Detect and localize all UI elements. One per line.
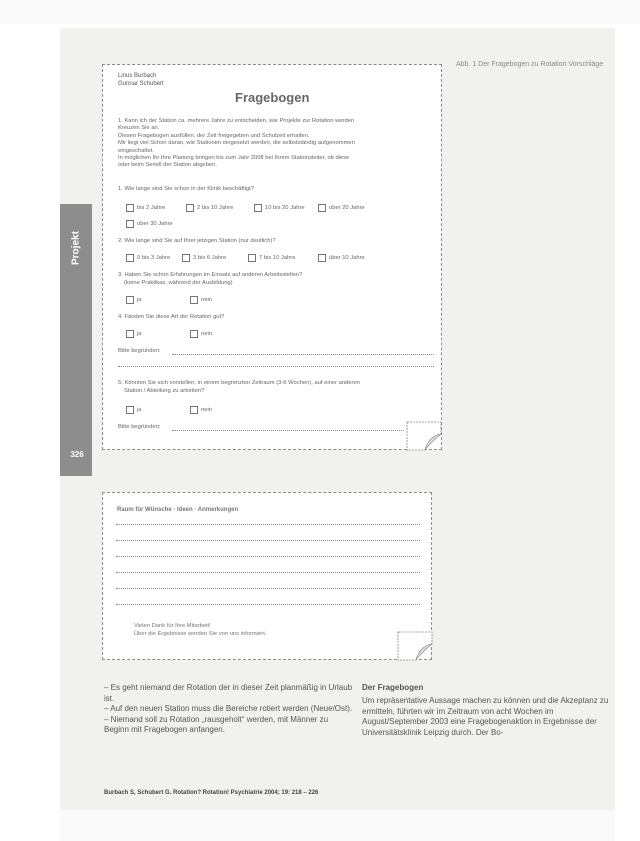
- thanks-line: Vielen Dank für Ihre Mitarbeit!: [134, 623, 211, 629]
- q1-option[interactable]: über 20 Jahre: [318, 204, 365, 212]
- page-curl-icon: [396, 630, 434, 662]
- checkbox[interactable]: [190, 406, 198, 414]
- bullet-list: [104, 683, 354, 736]
- checkbox[interactable]: [182, 254, 190, 262]
- author-2: Gunnar Schubert: [118, 81, 164, 87]
- checkbox[interactable]: [126, 254, 134, 262]
- question-5-line-2: Station / Abteilung zu arbeiten?: [124, 388, 205, 394]
- checkbox[interactable]: [318, 254, 326, 262]
- scan-top-margin: [0, 0, 640, 24]
- question-5: 5. Könnten Sie sich vorstellen, in einem begrenzten Zeitraum (3-6 Wochen), auf einer anderen: [118, 380, 360, 386]
- checkbox[interactable]: [186, 204, 194, 212]
- q4-option[interactable]: ja: [126, 330, 142, 338]
- comment-line[interactable]: [116, 588, 420, 589]
- intro-line: In möglichen Ihr Ihre Planung bringen bis zum Jahr 2008 bei Ihrem Stationsleiter, ob diese: [118, 155, 350, 162]
- intro-line: Diesen Fragebogen ausfüllen, der Zeit freigegeben und Schulzeit erhalten.: [118, 132, 310, 139]
- comment-line[interactable]: [116, 556, 420, 557]
- answer-line[interactable]: [172, 430, 404, 431]
- checkbox[interactable]: [126, 296, 134, 304]
- q2-option[interactable]: 7 bis 10 Jahre: [248, 254, 295, 262]
- checkbox[interactable]: [248, 254, 256, 262]
- question-4: 4. Fänden Sie diese Art der Rotation gut?: [118, 314, 225, 320]
- q2-option[interactable]: 0 bis 3 Jahre: [126, 254, 170, 262]
- q3-option[interactable]: nein: [190, 296, 212, 304]
- question-1: 1. Wie lange sind Sie schon in der Klinik beschäftigt?: [118, 186, 254, 192]
- q1-option[interactable]: bis 2 Jahre: [126, 204, 165, 212]
- checkbox[interactable]: [190, 296, 198, 304]
- question-3: 3. Haben Sie schon Erfahrungen im Einsatz auf anderen Arbeitsstellen?: [118, 272, 303, 278]
- intro-line: oder beim Seriell der Station abgeben.: [118, 162, 217, 169]
- q1-option[interactable]: 10 bis 20 Jahre: [254, 204, 305, 212]
- checkbox[interactable]: [318, 204, 326, 212]
- bullet-item: – Es geht niemand der Rotation der in dieser Zeit planmäßig in Urlaub ist.: [104, 683, 353, 703]
- bullet-item: – Niemand soll zu Rotation „rausgeholt“ werden, mit Männer zu Beginn mit Fragebogen anfangen.: [104, 714, 329, 735]
- form-intro: [118, 118, 436, 170]
- comment-line[interactable]: [116, 572, 420, 573]
- bullet-item: – Auf den neuen Station muss die Bereiche rotiert werden (Neue/Ost).: [104, 704, 353, 714]
- comments-title: Raum für Wünsche · Ideen · Anmerkungen: [117, 507, 239, 513]
- checkbox[interactable]: [126, 406, 134, 414]
- page-number: 326: [70, 450, 84, 459]
- checkbox[interactable]: [190, 330, 198, 338]
- intro-line: 1. Kann ich der Station ca. mehrere Jahre zu entscheiden, wie Projekte zur Rotation werden: [118, 118, 355, 124]
- figure-caption: Abb. 1 Der Fragebogen zu Rotation Vorschläge: [456, 61, 604, 68]
- comment-line[interactable]: [116, 540, 420, 541]
- q4-reason-label: Bitte begründen:: [118, 348, 161, 354]
- author-1: Linus Burbach: [118, 73, 157, 79]
- q2-option[interactable]: 3 bis 6 Jahre: [182, 254, 226, 262]
- answer-line[interactable]: [118, 366, 434, 367]
- q1-option[interactable]: über 30 Jahre: [126, 220, 173, 228]
- q3-option[interactable]: ja: [126, 296, 142, 304]
- q5-option[interactable]: nein: [190, 406, 212, 414]
- q1-option[interactable]: 2 bis 10 Jahre: [186, 204, 233, 212]
- q5-reason-label: Bitte begründen:: [118, 424, 161, 430]
- source-citation: Burbach S, Schubert G. Rotation? Rotation! Psychiatrie 2004; 19: 218 – 226: [104, 790, 319, 796]
- page-curl-icon: [405, 420, 443, 452]
- thanks-note: [134, 622, 266, 638]
- q5-option[interactable]: ja: [126, 406, 142, 414]
- intro-line: eingeschaltet.: [118, 147, 154, 154]
- q2-option[interactable]: über 10 Jahre: [318, 254, 365, 262]
- comment-line[interactable]: [116, 604, 420, 605]
- comment-line[interactable]: [116, 524, 420, 525]
- checkbox[interactable]: [254, 204, 262, 212]
- question-3-subtitle: (keine Praktikas, während der Ausbildung): [124, 280, 233, 286]
- checkbox[interactable]: [126, 330, 134, 338]
- thanks-line: Über die Ergebnisse werden Sie von uns informiert.: [134, 631, 267, 637]
- side-tab-label: Projekt: [70, 231, 82, 265]
- intro-line: Kreuzen Sie an.: [118, 125, 160, 132]
- q4-option[interactable]: nein: [190, 330, 212, 338]
- question-2: 2. Wie lange sind Sie auf Ihrer jetzigen Station (nur deutlich)?: [118, 238, 276, 244]
- body-paragraph: Um repräsentative Aussage machen zu können und die Akzeptanz zu ermitteln, führten wir im Zeitraum von acht Wochen im August/September 2003 eine Fragebogenaktion in Ergebnisse der Universitätsklinik Leipzig durch. Der Bo-: [362, 696, 609, 737]
- answer-line[interactable]: [172, 354, 434, 355]
- checkbox[interactable]: [126, 220, 134, 228]
- form-title: Fragebogen: [235, 90, 310, 105]
- section-heading: Der Fragebogen: [362, 683, 424, 692]
- scan-bottom-margin: [60, 810, 615, 841]
- checkbox[interactable]: [126, 204, 134, 212]
- intro-line: Mir liegt viel Schon daran, wie Stationen eingesetzt werden, die selbstständig aufgenommen: [118, 140, 355, 147]
